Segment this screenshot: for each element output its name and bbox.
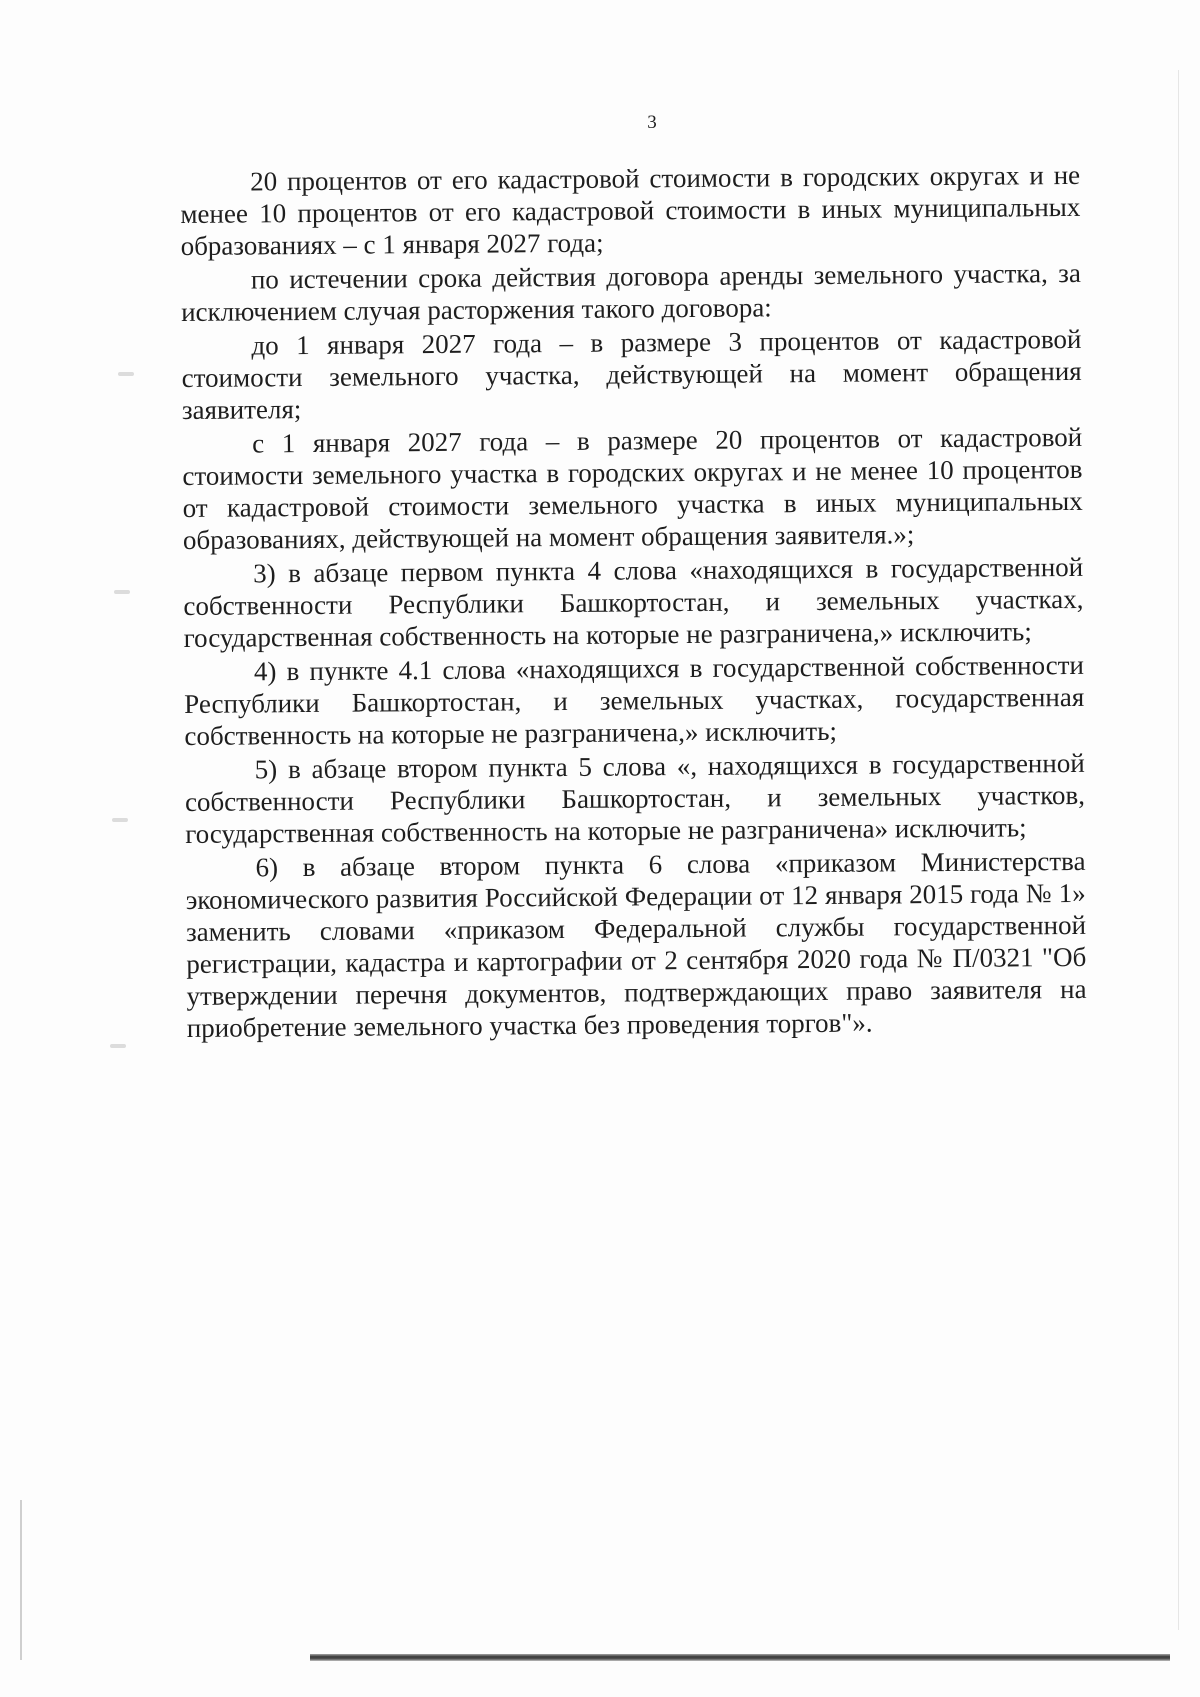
scan-edge-bottom [310,1654,1170,1661]
paragraph: по истечении срока действия договора аренды земельного участка, за исключением случая расторжения такого договора: [181,257,1081,327]
paragraph: с 1 января 2027 года – в размере 20 процентов от кадастровой стоимости земельного участка в городских округах и не менее 10 процентов от кадастровой стоимости земельного участка в иных муниципальных образованиях, действующей на момент обращения заявителя.»; [182,421,1083,555]
scan-speck [110,1044,126,1048]
document-body [180,159,1087,1044]
scan-speck [112,818,128,822]
paragraph: 5) в абзаце втором пункта 5 слова «, находящихся в государственной собственности Республики Башкортостан, и земельных участков, государственная собственность на которые не разграничена» исключить; [184,747,1086,849]
scan-speck [114,590,130,594]
paragraph: 4) в пункте 4.1 слова «находящихся в государственной собственности Республики Башкортостан, и земельных участках, государственная собственность на которые не разграничена,» исключить; [184,649,1085,751]
scan-edge-left [20,1500,22,1660]
paragraph: до 1 января 2027 года – в размере 3 процентов от кадастровой стоимости земельного участка, действующей на момент обращения заявителя; [181,323,1082,425]
paragraph: 3) в абзаце первом пункта 4 слова «находящихся в государственной собственности Республики Башкортостан, и земельных участках, государственная собственность на которые не разграничена,» исключить; [183,551,1084,653]
scan-speck [118,372,134,376]
scan-edge-right [1178,70,1179,1630]
paragraph: 20 процентов от его кадастровой стоимости в городских округах и не менее 10 процентов от его кадастровой стоимости в иных муниципальных образованиях – с 1 января 2027 года; [180,159,1081,261]
paragraph: 6) в абзаце втором пункта 6 слова «приказом Министерства экономического развития Российской Федерации от 12 января 2015 года № 1» заменить словами «приказом Федеральной службы государственной регистрации, кадастра и картографии от 2 сентября 2020 года № П/0321 "Об утверждении перечня документов, подтверждающих право заявителя на приобретение земельного участка без проведения торгов"». [185,845,1087,1043]
page-number: 3 [647,112,657,133]
